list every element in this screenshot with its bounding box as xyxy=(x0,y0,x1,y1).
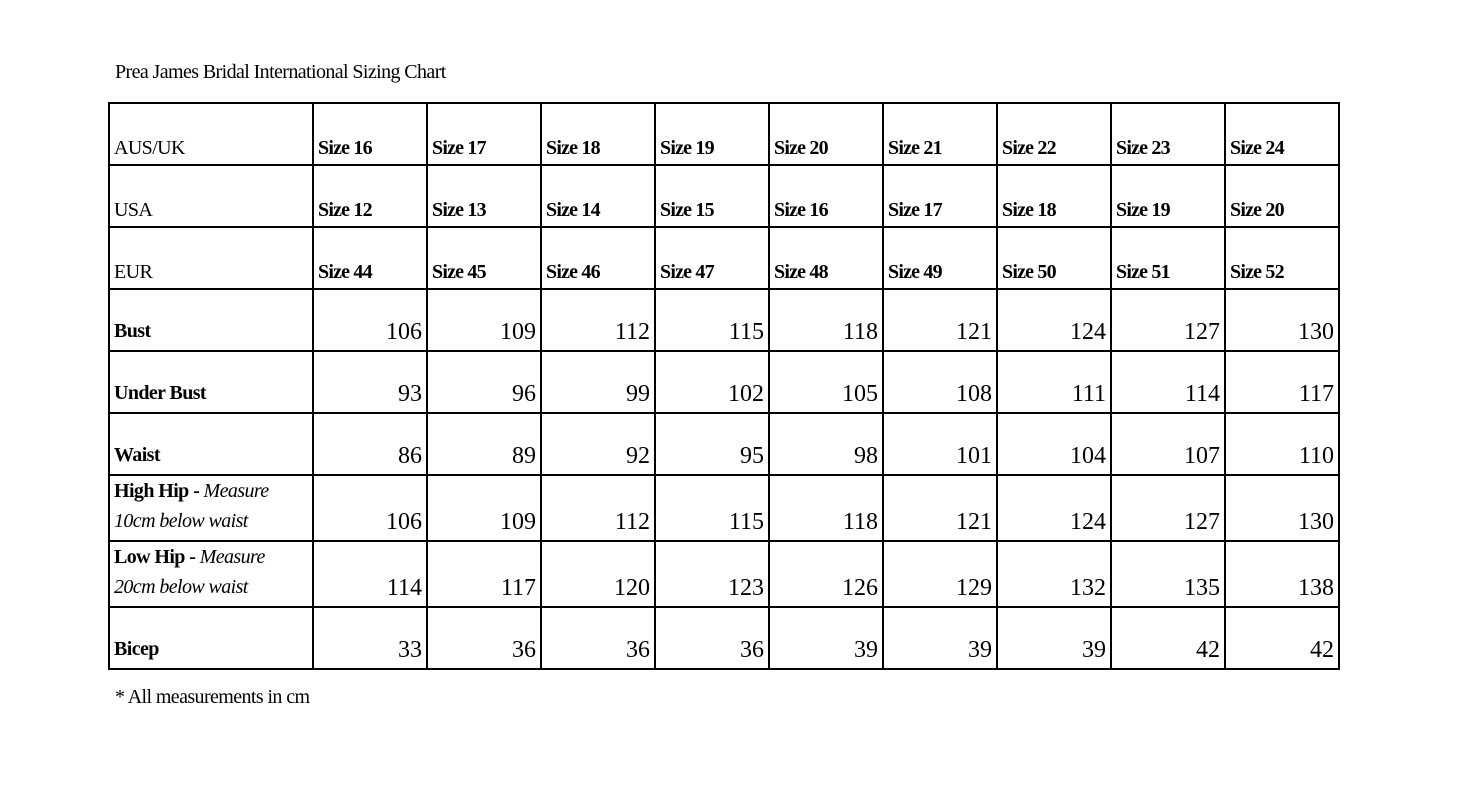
measurement-value: 107 xyxy=(1111,413,1225,475)
measurement-label xyxy=(109,413,313,475)
measurement-value: 99 xyxy=(541,351,655,413)
measurement-value: 115 xyxy=(655,289,769,351)
size-cell: Size 23 xyxy=(1111,103,1225,165)
size-cell: Size 44 xyxy=(313,227,427,289)
size-cell: Size 24 xyxy=(1225,103,1339,165)
size-cell: Size 20 xyxy=(769,103,883,165)
measurement-value: 39 xyxy=(883,607,997,669)
measurement-value: 127 xyxy=(1111,475,1225,541)
measurement-value: 36 xyxy=(655,607,769,669)
size-cell: Size 45 xyxy=(427,227,541,289)
size-cell: Size 19 xyxy=(655,103,769,165)
size-cell: Size 17 xyxy=(427,103,541,165)
measurement-value: 39 xyxy=(997,607,1111,669)
measurement-value: 106 xyxy=(313,475,427,541)
size-cell: Size 13 xyxy=(427,165,541,227)
measurement-value: 132 xyxy=(997,541,1111,607)
measurement-value: 121 xyxy=(883,289,997,351)
measurement-value: 114 xyxy=(1111,351,1225,413)
measurement-value: 117 xyxy=(427,541,541,607)
measurement-value: 98 xyxy=(769,413,883,475)
measurement-name: Bicep xyxy=(114,638,159,660)
measurement-value: 118 xyxy=(769,289,883,351)
measurement-note: Measure xyxy=(203,480,269,502)
measurement-row xyxy=(109,607,1339,669)
measurement-value: 33 xyxy=(313,607,427,669)
measurement-name: High Hip - xyxy=(114,480,204,502)
measurement-value: 101 xyxy=(883,413,997,475)
size-system-label: EUR xyxy=(109,227,313,289)
measurement-value: 121 xyxy=(883,475,997,541)
size-cell: Size 22 xyxy=(997,103,1111,165)
size-cell: Size 51 xyxy=(1111,227,1225,289)
size-cell: Size 15 xyxy=(655,165,769,227)
measurement-note-line2: 10cm below waist xyxy=(114,510,248,532)
measurement-value: 109 xyxy=(427,289,541,351)
measurement-value: 105 xyxy=(769,351,883,413)
measurement-value: 114 xyxy=(313,541,427,607)
size-cell: Size 47 xyxy=(655,227,769,289)
measurement-value: 109 xyxy=(427,475,541,541)
sizing-table-body xyxy=(109,103,1339,669)
size-system-row xyxy=(109,227,1339,289)
measurement-value: 93 xyxy=(313,351,427,413)
size-cell: Size 20 xyxy=(1225,165,1339,227)
measurement-value: 117 xyxy=(1225,351,1339,413)
size-cell: Size 18 xyxy=(997,165,1111,227)
measurement-value: 124 xyxy=(997,289,1111,351)
measurement-value: 104 xyxy=(997,413,1111,475)
measurement-row xyxy=(109,289,1339,351)
measurement-row xyxy=(109,475,1339,541)
measurement-note: Measure xyxy=(199,546,265,568)
measurement-value: 86 xyxy=(313,413,427,475)
sizing-table xyxy=(108,102,1340,670)
measurement-value: 124 xyxy=(997,475,1111,541)
measurement-label xyxy=(109,541,313,607)
size-cell: Size 17 xyxy=(883,165,997,227)
measurement-value: 115 xyxy=(655,475,769,541)
measurement-value: 120 xyxy=(541,541,655,607)
measurement-label xyxy=(109,289,313,351)
size-cell: Size 50 xyxy=(997,227,1111,289)
measurement-row xyxy=(109,351,1339,413)
size-cell: Size 48 xyxy=(769,227,883,289)
measurement-label xyxy=(109,607,313,669)
measurement-value: 42 xyxy=(1111,607,1225,669)
measurement-value: 127 xyxy=(1111,289,1225,351)
measurement-value: 92 xyxy=(541,413,655,475)
measurement-label xyxy=(109,475,313,541)
measurement-value: 106 xyxy=(313,289,427,351)
measurement-value: 95 xyxy=(655,413,769,475)
measurement-label xyxy=(109,351,313,413)
size-system-label: AUS/UK xyxy=(109,103,313,165)
measurement-value: 89 xyxy=(427,413,541,475)
measurement-name: Under Bust xyxy=(114,382,206,404)
measurement-value: 130 xyxy=(1225,475,1339,541)
measurement-value: 112 xyxy=(541,289,655,351)
measurement-value: 118 xyxy=(769,475,883,541)
size-system-label: USA xyxy=(109,165,313,227)
measurement-value: 36 xyxy=(427,607,541,669)
size-cell: Size 12 xyxy=(313,165,427,227)
measurement-row xyxy=(109,541,1339,607)
size-cell: Size 19 xyxy=(1111,165,1225,227)
measurement-name: Waist xyxy=(114,444,160,466)
measurement-value: 130 xyxy=(1225,289,1339,351)
measurement-value: 110 xyxy=(1225,413,1339,475)
size-cell: Size 46 xyxy=(541,227,655,289)
measurement-value: 126 xyxy=(769,541,883,607)
measurement-value: 123 xyxy=(655,541,769,607)
size-cell: Size 16 xyxy=(313,103,427,165)
measurement-note-line2: 20cm below waist xyxy=(114,576,248,598)
chart-title: Prea James Bridal International Sizing Chart xyxy=(115,61,446,83)
measurement-row xyxy=(109,413,1339,475)
measurement-value: 138 xyxy=(1225,541,1339,607)
measurement-value: 129 xyxy=(883,541,997,607)
measurement-value: 39 xyxy=(769,607,883,669)
size-system-row xyxy=(109,103,1339,165)
measurement-value: 96 xyxy=(427,351,541,413)
measurement-value: 36 xyxy=(541,607,655,669)
measurement-value: 42 xyxy=(1225,607,1339,669)
size-cell: Size 52 xyxy=(1225,227,1339,289)
measurement-name: Bust xyxy=(114,320,151,342)
measurement-value: 135 xyxy=(1111,541,1225,607)
measurement-value: 111 xyxy=(997,351,1111,413)
size-system-row xyxy=(109,165,1339,227)
measurement-value: 108 xyxy=(883,351,997,413)
size-cell: Size 49 xyxy=(883,227,997,289)
footnote: * All measurements in cm xyxy=(115,686,310,708)
measurement-value: 112 xyxy=(541,475,655,541)
size-cell: Size 18 xyxy=(541,103,655,165)
measurement-name: Low Hip - xyxy=(114,546,200,568)
measurement-value: 102 xyxy=(655,351,769,413)
size-cell: Size 21 xyxy=(883,103,997,165)
size-cell: Size 16 xyxy=(769,165,883,227)
size-cell: Size 14 xyxy=(541,165,655,227)
